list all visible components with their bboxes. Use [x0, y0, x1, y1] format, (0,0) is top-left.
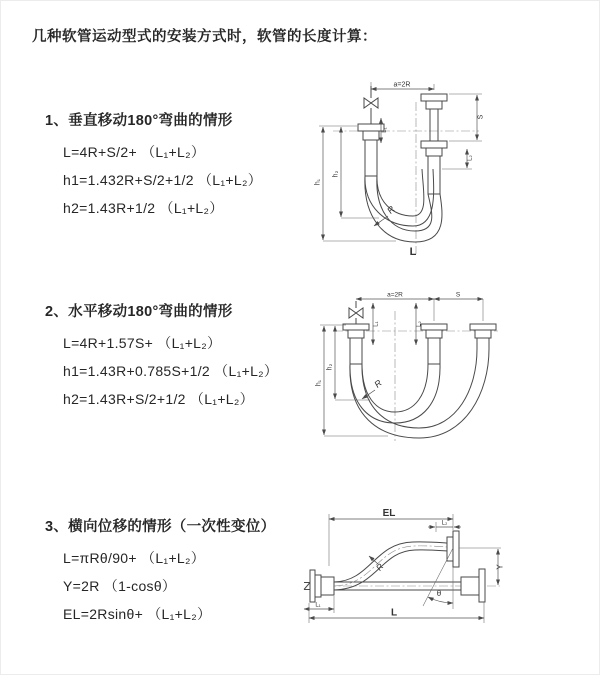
section-3-formula-el: EL=2Rsinθ+ （L₁+L₂） [63, 606, 212, 622]
dimension-el [329, 508, 453, 566]
hose-u-curves [350, 349, 489, 438]
valve-icon [349, 301, 363, 324]
radius-label: R [373, 561, 386, 573]
dimension-l1 [381, 118, 388, 143]
diagram-lateral-displacement [301, 506, 506, 641]
radius-label: R [385, 204, 397, 216]
dim-label-l2: L₂ [467, 155, 474, 161]
dimension-l2 [428, 521, 461, 533]
dimension-s [449, 94, 485, 141]
dim-label-a2r: a=2R [393, 81, 411, 89]
valve-icon [364, 86, 378, 124]
section-2-formula-h1: h1=1.43R+0.785S+1/2 （L₁+L₂） [63, 363, 279, 379]
dim-label-y: Y [495, 564, 505, 570]
section-lateral-displacement [45, 516, 275, 628]
dimension-l2 [442, 149, 474, 169]
dim-label-h1: h₁ [315, 379, 323, 387]
section-3-formula-y: Y=2R （1-cosθ） [63, 578, 177, 594]
break-mark [304, 583, 310, 590]
section-1-formula-length: L=4R+S/2+ （L₁+L₂） [63, 144, 206, 160]
left-flange [358, 124, 384, 176]
middle-flange [421, 324, 447, 364]
section-2-formula-h2: h2=1.43R+S/2+1/2 （L₁+L₂） [63, 391, 254, 407]
dim-label-h2: h₂ [332, 170, 340, 178]
dimension-l1 [373, 303, 380, 345]
dim-label-l: L [390, 607, 398, 619]
radius-label: R [372, 377, 384, 390]
dim-label-a2r: a=2R [387, 291, 403, 299]
section-2-heading: 2、水平移动180°弯曲的情形 [45, 304, 233, 320]
section-3-formula-length: L=πRθ/90+ （L₁+L₂） [63, 550, 206, 566]
dim-label-l2: L₂ [416, 321, 423, 327]
section-vertical-180 [45, 110, 262, 222]
hose-u-curves [365, 169, 442, 242]
dim-label-l1: L₁ [382, 127, 388, 133]
document-title: 几种软管运动型式的安装方式时，软管的长度计算： [32, 29, 377, 45]
dim-label-h2: h₂ [326, 363, 334, 371]
right-flange-moved [470, 324, 496, 349]
section-2-formula-length: L=4R+1.57S+ （L₁+L₂） [63, 335, 222, 351]
section-horizontal-180 [45, 301, 278, 413]
dim-label-h1: h₁ [314, 178, 322, 186]
dim-label-l1: L₁ [315, 602, 321, 609]
dim-label-el: EL [382, 508, 396, 519]
dimension-s [434, 292, 483, 322]
section-1-heading: 1、垂直移动180°弯曲的情形 [45, 113, 233, 129]
dimension-l1 [304, 596, 334, 613]
dim-label-s: S [477, 114, 485, 120]
section-1-formula-h2: h2=1.43R+1/2 （L₁+L₂） [63, 200, 224, 216]
dimension-h1 [315, 126, 397, 241]
dimension-l [309, 602, 484, 623]
section-1-formula-h1: h1=1.432R+S/2+1/2 （L₁+L₂） [63, 172, 263, 188]
angle-construction [423, 548, 453, 609]
dimension-a2r [371, 82, 434, 91]
right-flange-upper [421, 94, 447, 141]
diagram-horizontal-180-bend [316, 289, 501, 449]
section-3-heading: 3、横向位移的情形（一次性变位） [45, 519, 276, 535]
angle-label: θ [436, 589, 442, 598]
displaced-position-hose [334, 531, 459, 590]
dim-label-l2: L₂ [441, 520, 448, 527]
left-flange [310, 570, 334, 602]
dim-label-s: S [455, 291, 461, 299]
diagram-vertical-180-bend [301, 74, 561, 259]
left-flange [343, 324, 369, 364]
centerlines [333, 102, 479, 254]
dimension-l2 [416, 303, 423, 345]
length-label: L [409, 246, 417, 258]
dim-label-l1: L₁ [373, 321, 380, 327]
